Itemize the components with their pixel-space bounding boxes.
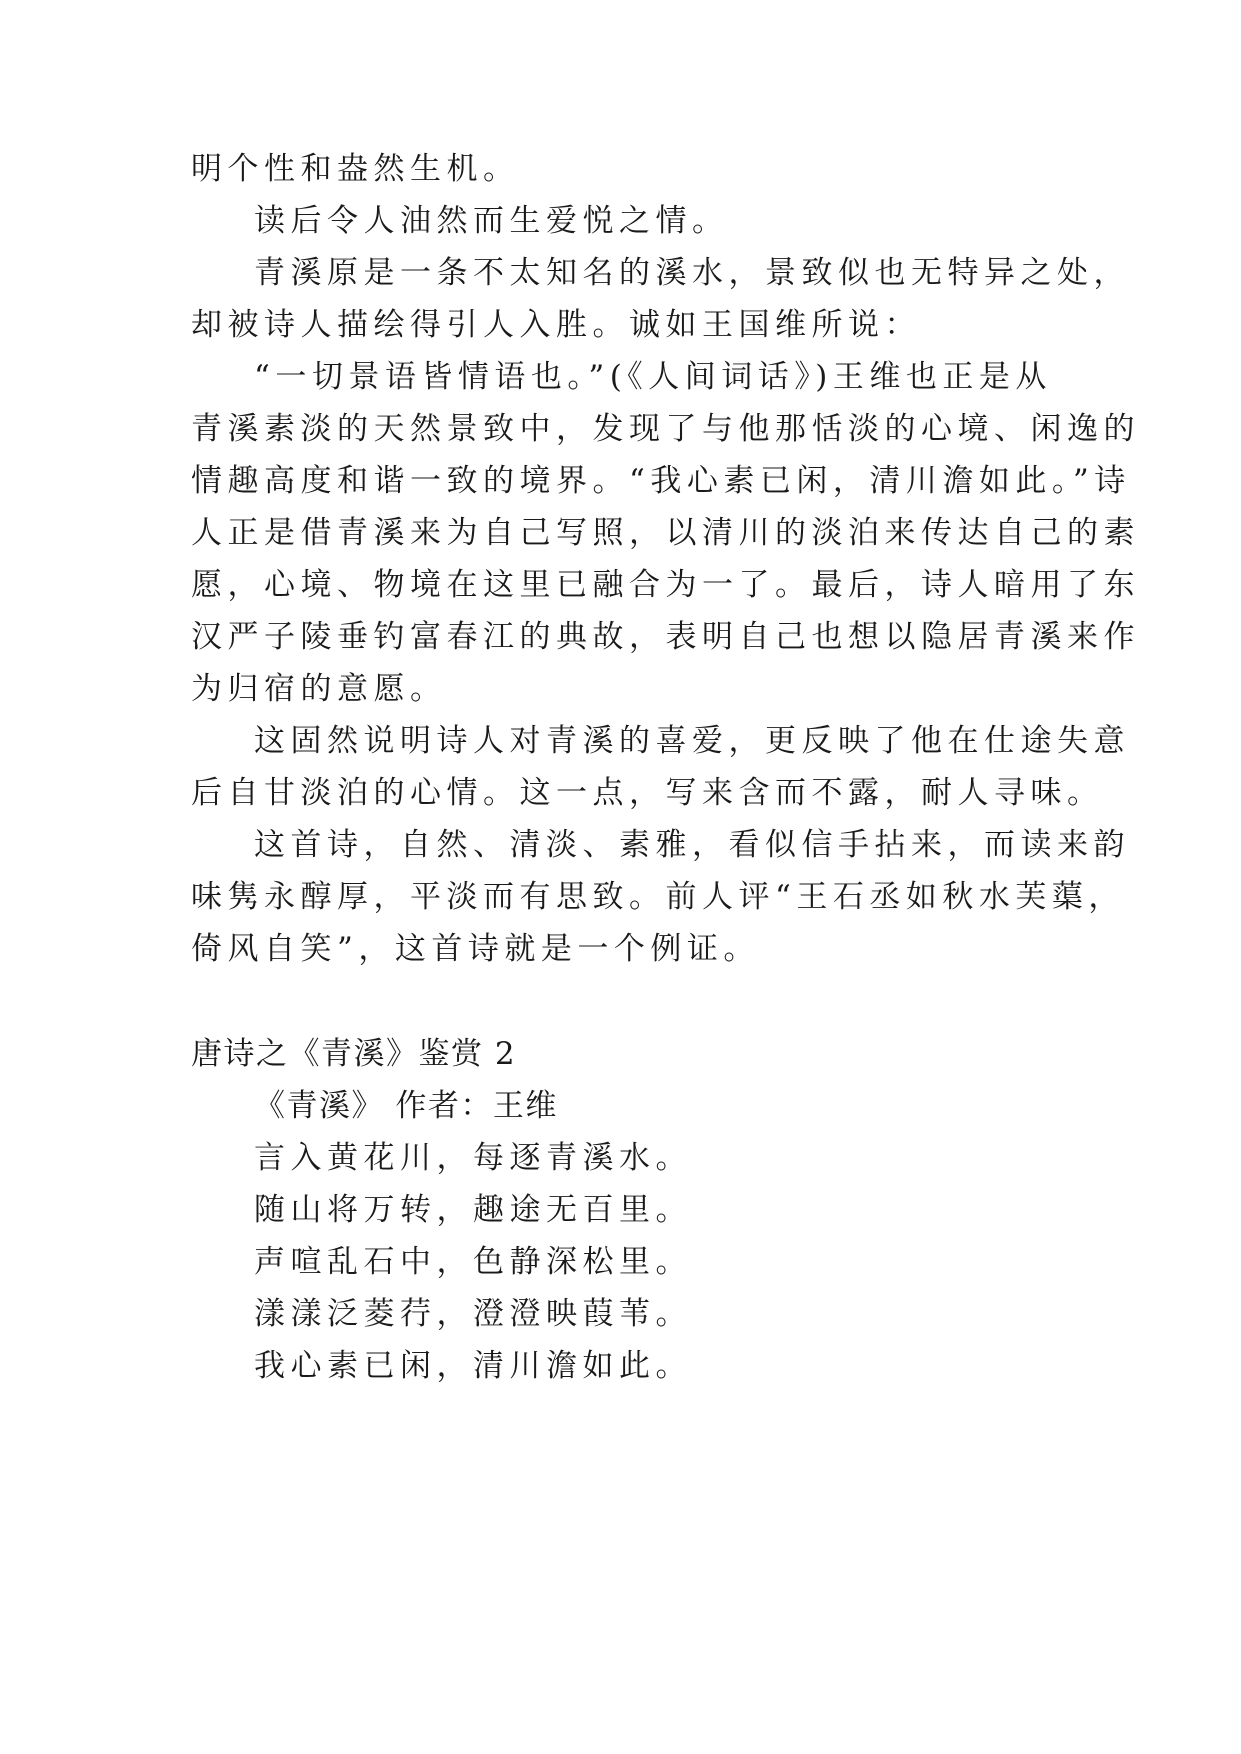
paragraph-line: 倚风自笑”，这首诗就是一个例证。 [191,931,760,967]
paragraph-line: 这固然说明诗人对青溪的喜爱，更反映了他在仕途失意 [254,723,1130,759]
poem-line: 漾漾泛菱荇，澄澄映葭苇。 [254,1296,692,1332]
paragraph-line: 明个性和盎然生机。 [191,151,520,187]
poem-line: 声喧乱石中，色静深松里。 [254,1244,692,1280]
paragraph-line: 青溪素淡的天然景致中，发现了与他那恬淡的心境、闲逸的 [191,411,1140,447]
paragraph-line: 愿，心境、物境在这里已融合为一了。最后，诗人暗用了东 [191,567,1140,603]
paragraph-line: 情趣高度和谐一致的境界。“我心素已闲，清川澹如此。”诗 [191,463,1131,499]
poem-header: 《青溪》 作者：王维 [254,1088,558,1124]
paragraph-line: 这首诗，自然、清淡、素雅，看似信手拈来，而读来韵 [254,827,1130,863]
paragraph-line: 为归宿的意愿。 [191,671,447,707]
paragraph-line: “一切景语皆情语也。”(《人间词话》)王维也正是从 [254,359,1052,395]
paragraph-line: 人正是借青溪来为自己写照，以清川的淡泊来传达自己的素 [191,515,1140,551]
paragraph-line: 青溪原是一条不太知名的溪水，景致似也无特异之处， [254,255,1130,291]
section-title: 唐诗之《青溪》鉴赏 2 [191,1036,517,1072]
poem-line: 言入黄花川，每逐青溪水。 [254,1140,692,1176]
paragraph-line: 味隽永醇厚，平淡而有思致。前人评“王石丞如秋水芙蕖， [191,879,1125,915]
paragraph-line: 汉严子陵垂钓富春江的典故，表明自己也想以隐居青溪来作 [191,619,1140,655]
paragraph-line: 后自甘淡泊的心情。这一点，写来含而不露，耐人寻味。 [191,775,1104,811]
paragraph-line: 却被诗人描绘得引人入胜。诚如王国维所说： [191,307,921,343]
poem-line: 我心素已闲，清川澹如此。 [254,1348,692,1384]
poem-line: 随山将万转，趣途无百里。 [254,1192,692,1228]
paragraph-line: 读后令人油然而生爱悦之情。 [254,203,729,239]
